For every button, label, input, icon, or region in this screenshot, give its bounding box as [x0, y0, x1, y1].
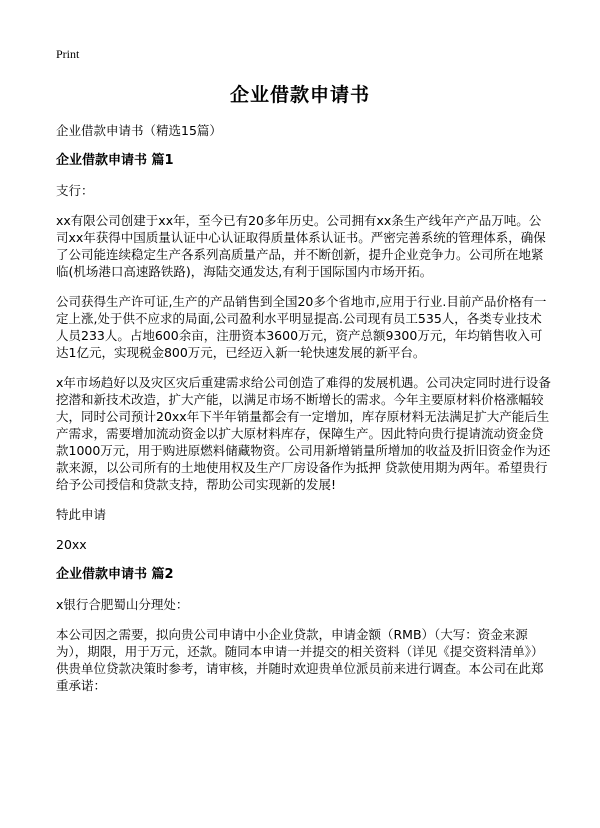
- section-1-paragraph-3: x年市场趋好以及灾区灾后重建需求给公司创造了难得的发展机遇。公司决定同时进行设备挖潜和新技术改造，扩大产能，以满足市场不断增长的需求。今年主要原材料价格涨幅较大，同时公司预计20xx年下半年销量都会有一定增加，库存原材料无法满足扩大产能后生产需求，需要增加流动资金以扩大原材料库存，保障生产。因此特向贵行提请流动资金贷款1000万元，用于购进原燃料储藏物资。公司用新增销量所增加的收益及折旧资金作为还款来源，以公司所有的土地使用权及生产厂房设备作为抵押 贷款使用期为两年。希望贵行给予公司授信和贷款支持，帮助公司实现新的发展!: [56, 375, 551, 492]
- section-2-salutation: x银行合肥蜀山分理处：: [56, 597, 189, 612]
- document-body: [56, 122, 552, 707]
- section-2-paragraph-1: 本公司因之需要，拟向贵公司申请中小企业贷款，申请金额（RMB）（大写：资金来源为），期限，用于万元，还款。随同本申请一并提交的相关资料（详见《提交资料清单》）供贵单位贷款决策时参考，请审核，并随时欢迎贵单位派员前来进行调查。本公司在此郑重承诺：: [56, 627, 544, 693]
- section-1-date: 20xx: [56, 537, 87, 552]
- print-link[interactable]: Print: [56, 47, 80, 61]
- section-1-paragraph-1: xx有限公司创建于xx年，至今已有20多年历史。公司拥有xx条生产线年产产品万吨。公司xx年获得中国质量认证中心认证取得质量体系认证书。严密完善系统的管理体系，确保了公司能连续稳定生产各系列高质量产品，并不断创新，提升企业竞争力。公司所在地紧临(机场港口高速路铁路)，海陆交通发达,有利于国际国内市场开拓。: [56, 213, 546, 279]
- section-1-salutation: 支行：: [56, 183, 94, 198]
- page-title: 企业借款申请书: [229, 84, 370, 106]
- document-subtitle: 企业借款申请书（精选15篇）: [56, 123, 222, 138]
- section-1-paragraph-2: 公司获得生产许可证,生产的产品销售到全国20多个省地市,应用于行业.目前产品价格有一定上涨,处于供不应求的局面,公司盈利水平明显提高.公司现有员工535人，各类专业技术人员233人。占地600余亩，注册资本3600万元，资产总额9300万元，年均销售收入可达1亿元，实现税金800万元，已经迈入新一轮快速发展的新平台。: [56, 294, 547, 360]
- section-heading-1: 企业借款申请书 篇1: [56, 153, 174, 168]
- section-heading-2: 企业借款申请书 篇2: [56, 567, 174, 582]
- section-1-closing: 特此申请: [56, 507, 107, 522]
